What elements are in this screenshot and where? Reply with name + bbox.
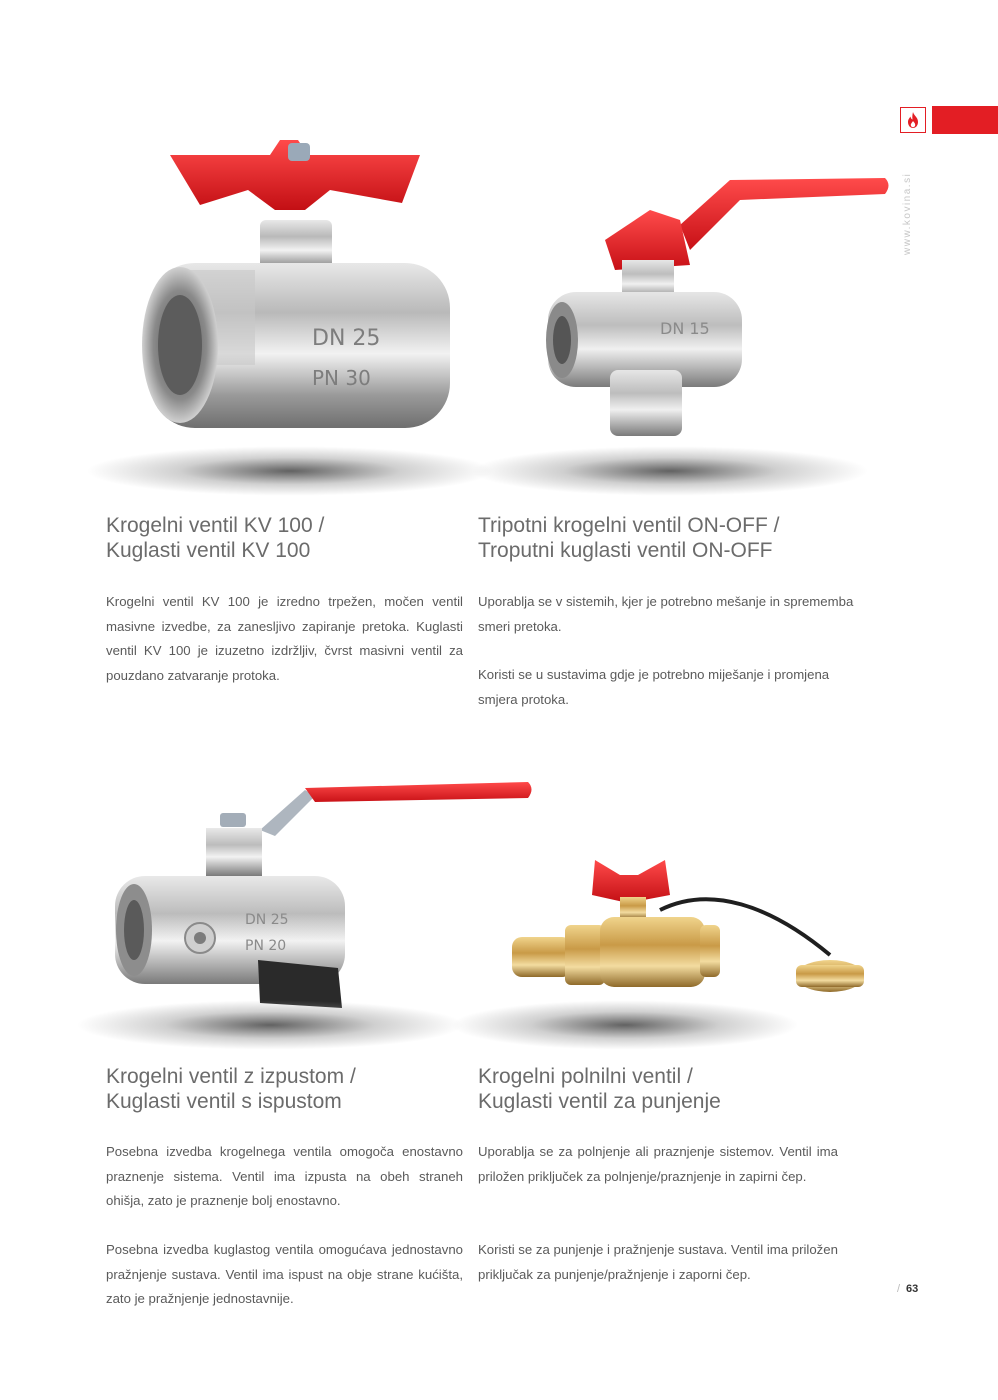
product-description: Krogelni ventil KV 100 je izredno trpežen, močen ventil masivne izvedbe, za zanesljivo zapiranje pretoka. Kuglasti ventil KV 100 je izuzetno izdržljiv, čvrst masivni ventil za pouzdano zatvaranje protoka. xyxy=(106,594,463,683)
page-number-separator: / xyxy=(897,1283,901,1295)
category-icon-box xyxy=(900,107,926,133)
product-title-three-way: Tripotni krogelni ventil ON-OFF / Troputni kuglasti ventil ON-OFF xyxy=(478,514,780,562)
ball-valve-kv100-image xyxy=(130,135,470,435)
product-title-kv100: Krogelni ventil KV 100 / Kuglasti ventil KV 100 xyxy=(106,514,325,562)
product-shadow xyxy=(470,446,870,496)
three-way-valve-image xyxy=(540,170,900,450)
website-label: www.kovina.si xyxy=(902,172,913,255)
valve-marking-dn: DN 25 xyxy=(245,912,289,928)
valve-marking-pn: PN 20 xyxy=(245,938,287,954)
category-tab xyxy=(932,106,998,134)
product-description-sl: Uporablja se za polnjenje ali praznjenje sistemov. Ventil ima priložen priključek za polnjenje/praznjenje in zapirni čep. xyxy=(478,1144,838,1184)
valve-marking-pn: PN 30 xyxy=(312,366,371,390)
filling-valve-image xyxy=(510,855,870,1000)
product-description-hr: Koristi se u sustavima gdje je potrebno miješanje i promjena smjera protoka. xyxy=(478,667,830,707)
product-shadow xyxy=(450,1000,800,1050)
page-number: 63 xyxy=(906,1283,919,1295)
product-title-drain-valve: Krogelni ventil z izpustom / Kuglasti ventil s ispustom xyxy=(106,1065,356,1113)
product-description-sl: Posebna izvedba krogelnega ventila omogoča enostavno praznenje sistema. Ventil ima izpusta na obeh straneh ohišja, zato je praznenje bolj enostavno. xyxy=(106,1144,463,1208)
product-shadow xyxy=(85,446,495,496)
valve-marking-dn: DN 25 xyxy=(312,326,381,351)
product-description-sl: Uporablja se v sistemih, kjer je potrebno mešanje in sprememba smeri pretoka. xyxy=(478,594,854,634)
flame-icon xyxy=(905,111,921,129)
product-title-filling-valve: Krogelni polnilni ventil / Kuglasti ventil za punjenje xyxy=(478,1065,721,1113)
product-shadow xyxy=(75,1000,465,1050)
product-description-hr: Posebna izvedba kuglastog ventila omogućava jednostavno pražnjenje sustava. Ventil ima ispust na obje strane kućišta, zato je pražnjenje jednostavnije. xyxy=(106,1242,463,1306)
valve-marking-dn: DN 15 xyxy=(660,319,710,338)
drain-valve-image xyxy=(110,778,540,1018)
product-description-hr: Koristi se za punjenje i pražnjenje sustava. Ventil ima priložen priključak za punjenje/pražnjenje i zaporni čep. xyxy=(478,1242,838,1282)
